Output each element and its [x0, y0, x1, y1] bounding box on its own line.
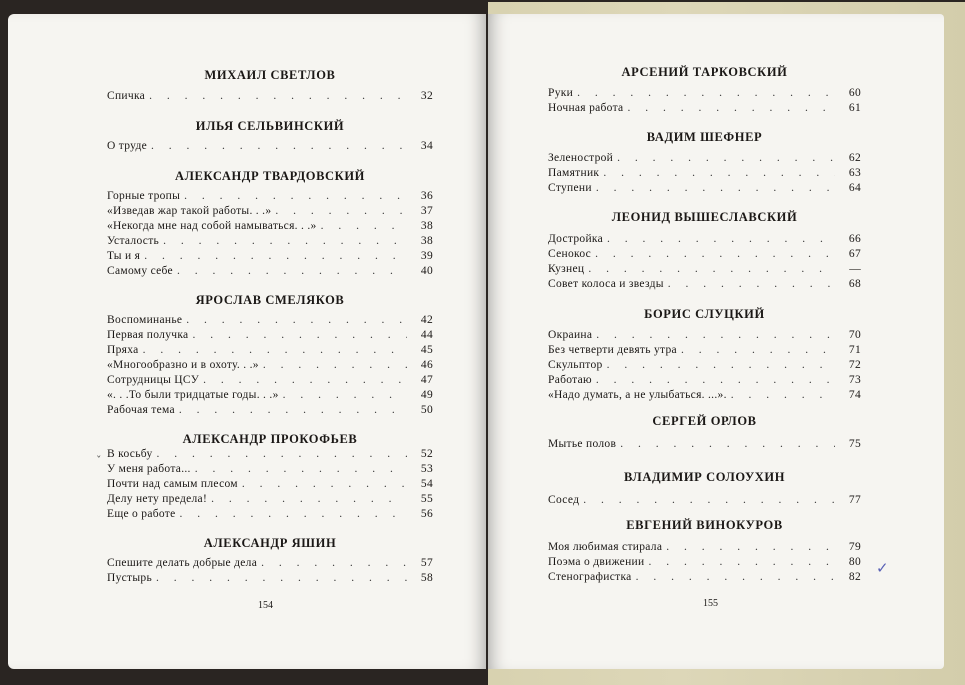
toc-entry[interactable] — [548, 541, 861, 556]
page-number: 63 — [848, 167, 861, 179]
poem-title: «. . .То были тридцатые годы. . .» — [107, 389, 279, 401]
page-number: 54 — [420, 478, 433, 490]
page-number: 50 — [420, 404, 433, 416]
toc-entry[interactable] — [107, 463, 433, 478]
pencil-mark-icon: ˇ — [96, 454, 102, 467]
toc-entry[interactable] — [107, 404, 433, 419]
poem-title: Достройка — [548, 233, 604, 245]
left-page — [8, 14, 486, 669]
toc-entry[interactable] — [548, 389, 861, 404]
page-number: 40 — [420, 265, 433, 277]
page-number: 64 — [848, 182, 861, 194]
checkmark-icon: ✓ — [876, 559, 889, 577]
author-heading: АЛЕКСАНДР ЯШИН — [203, 536, 337, 550]
toc-entry[interactable] — [107, 478, 433, 493]
poem-title: Ступени — [548, 182, 592, 194]
page-number: 38 — [420, 235, 433, 247]
toc-entry[interactable] — [548, 494, 861, 509]
poem-title: Памятник — [548, 167, 600, 179]
poem-title: Работаю — [548, 374, 592, 386]
author-heading: БОРИС СЛУЦКИЙ — [644, 307, 765, 321]
poem-title: «Изведав жар такой работы. . .» — [107, 205, 272, 217]
poem-title: Самому себе — [107, 265, 173, 277]
page-number: 71 — [848, 344, 861, 356]
toc-entry[interactable] — [107, 314, 433, 329]
poem-title: Кузнец — [548, 263, 585, 275]
poem-title: Пряха — [107, 344, 139, 356]
toc-entry[interactable] — [107, 220, 433, 235]
author-heading: АРСЕНИЙ ТАРКОВСКИЙ — [621, 65, 788, 79]
author-heading: СЕРГЕЙ ОРЛОВ — [652, 414, 757, 428]
page-number: — — [849, 263, 861, 275]
poem-title: Воспоминанье — [107, 314, 183, 326]
poem-title: Руки — [548, 87, 574, 99]
author-heading: АЛЕКСАНДР ТВАРДОВСКИЙ — [175, 169, 365, 183]
toc-entry[interactable] — [548, 374, 861, 389]
toc-entry[interactable] — [548, 344, 861, 359]
poem-title: О труде — [107, 140, 148, 152]
page-number: 37 — [420, 205, 433, 217]
page-number: 61 — [848, 102, 861, 114]
poem-title: Делу нету предела! — [107, 493, 208, 505]
right-page — [488, 14, 944, 669]
poem-title: Сосед — [548, 494, 580, 506]
author-heading: ИЛЬЯ СЕЛЬВИНСКИЙ — [195, 119, 345, 133]
page-number: 60 — [848, 87, 861, 99]
poem-title: Спичка — [107, 90, 146, 102]
toc-entry[interactable] — [548, 233, 861, 248]
poem-title: Рабочая тема — [107, 404, 175, 416]
poem-title: Без четверти девять утра — [548, 344, 677, 356]
toc-entry[interactable] — [548, 359, 861, 374]
toc-entry[interactable] — [548, 556, 861, 571]
toc-entry[interactable] — [548, 167, 861, 182]
toc-entry[interactable] — [548, 278, 861, 293]
poem-title: В косьбу — [107, 448, 153, 460]
page-number: 67 — [848, 248, 861, 260]
author-heading: ВАДИМ ШЕФНЕР — [646, 130, 763, 144]
toc-entry[interactable] — [548, 182, 861, 197]
poem-title: Горные тропы — [107, 190, 181, 202]
page-number: 79 — [848, 541, 861, 553]
poem-title: Усталость — [107, 235, 160, 247]
author-heading: ЯРОСЛАВ СМЕЛЯКОВ — [195, 293, 345, 307]
toc-entry[interactable] — [107, 140, 433, 155]
page-number: 66 — [848, 233, 861, 245]
page-number: 36 — [420, 190, 433, 202]
page-number: 49 — [420, 389, 433, 401]
page-folio: 154 — [258, 600, 273, 611]
poem-title: Ночная работа — [548, 102, 624, 114]
toc-entry[interactable] — [107, 389, 433, 404]
toc-entry[interactable] — [548, 152, 861, 167]
poem-title: Спешите делать добрые дела — [107, 557, 258, 569]
poem-title: «Многообразно и в охоту. . .» — [107, 359, 259, 371]
toc-entry[interactable] — [107, 344, 433, 359]
toc-entry[interactable] — [107, 250, 433, 265]
page-number: 80 — [848, 556, 861, 568]
toc-entry[interactable] — [107, 329, 433, 344]
page-number: 70 — [848, 329, 861, 341]
toc-entry[interactable] — [107, 359, 433, 374]
page-number: 39 — [420, 250, 433, 262]
poem-title: Стенографистка — [548, 571, 632, 583]
page-number: 75 — [848, 438, 861, 450]
page-number: 53 — [420, 463, 433, 475]
toc-entry[interactable] — [548, 329, 861, 344]
poem-title: Пустырь — [107, 572, 153, 584]
poem-title: Первая получка — [107, 329, 189, 341]
poem-title: Окраина — [548, 329, 593, 341]
toc-entry[interactable] — [548, 263, 861, 278]
poem-title: Почти над самым плесом — [107, 478, 238, 490]
page-number: 32 — [420, 90, 433, 102]
poem-title: Еще о работе — [107, 508, 176, 520]
page-number: 38 — [420, 220, 433, 232]
toc-entry[interactable] — [548, 248, 861, 263]
toc-entry[interactable] — [548, 102, 861, 117]
author-heading: ВЛАДИМИР СОЛОУХИН — [623, 470, 786, 484]
page-number: 47 — [420, 374, 433, 386]
poem-title: Зеленострой — [548, 152, 614, 164]
toc-entry[interactable] — [548, 438, 861, 453]
page-number: 58 — [420, 572, 433, 584]
page-number: 57 — [420, 557, 433, 569]
page-number: 42 — [420, 314, 433, 326]
author-heading: АЛЕКСАНДР ПРОКОФЬЕВ — [182, 432, 358, 446]
page-number: 74 — [848, 389, 861, 401]
poem-title: Ты и я — [107, 250, 141, 262]
poem-title: Мытье полов — [548, 438, 617, 450]
page-number: 68 — [848, 278, 861, 290]
toc-entry[interactable] — [107, 205, 433, 220]
page-number: 73 — [848, 374, 861, 386]
toc-entry[interactable] — [107, 190, 433, 205]
toc-entry[interactable] — [107, 448, 433, 463]
poem-title: «Надо думать, а не улыбаться. ...». — [548, 389, 727, 401]
page-number: 45 — [420, 344, 433, 356]
page-number: 52 — [420, 448, 433, 460]
poem-title: Совет колоса и звезды — [548, 278, 664, 290]
author-heading: МИХАИЛ СВЕТЛОВ — [204, 68, 336, 82]
author-heading: ЕВГЕНИЙ ВИНОКУРОВ — [626, 518, 783, 532]
page-number: 34 — [420, 140, 433, 152]
page-number: 46 — [420, 359, 433, 371]
toc-entry[interactable] — [548, 571, 861, 586]
toc-entry[interactable] — [107, 235, 433, 250]
page-number: 77 — [848, 494, 861, 506]
poem-title: Моя любимая стирала — [548, 541, 663, 553]
toc-entry[interactable] — [107, 572, 433, 587]
poem-title: «Некогда мне над собой намываться. . .» — [107, 220, 317, 232]
author-heading: ЛЕОНИД ВЫШЕСЛАВСКИЙ — [611, 210, 798, 224]
toc-entry[interactable] — [107, 493, 433, 508]
poem-title: Сенокос — [548, 248, 592, 260]
page-number: 44 — [420, 329, 433, 341]
poem-title: У меня работа... — [107, 463, 191, 475]
page-folio: 155 — [703, 598, 718, 609]
page-number: 72 — [848, 359, 861, 371]
toc-entry[interactable] — [548, 87, 861, 102]
poem-title: Сотрудницы ЦСУ — [107, 374, 200, 386]
poem-title: Поэма о движении — [548, 556, 645, 568]
toc-entry[interactable] — [107, 90, 433, 105]
toc-entry[interactable] — [107, 265, 433, 280]
poem-title: Скульптор — [548, 359, 603, 371]
toc-entry[interactable] — [107, 557, 433, 572]
page-number: 56 — [420, 508, 433, 520]
toc-entry[interactable] — [107, 374, 433, 389]
toc-entry[interactable] — [107, 508, 433, 523]
page-number: 55 — [420, 493, 433, 505]
page-number: 62 — [848, 152, 861, 164]
page-number: 82 — [848, 571, 861, 583]
